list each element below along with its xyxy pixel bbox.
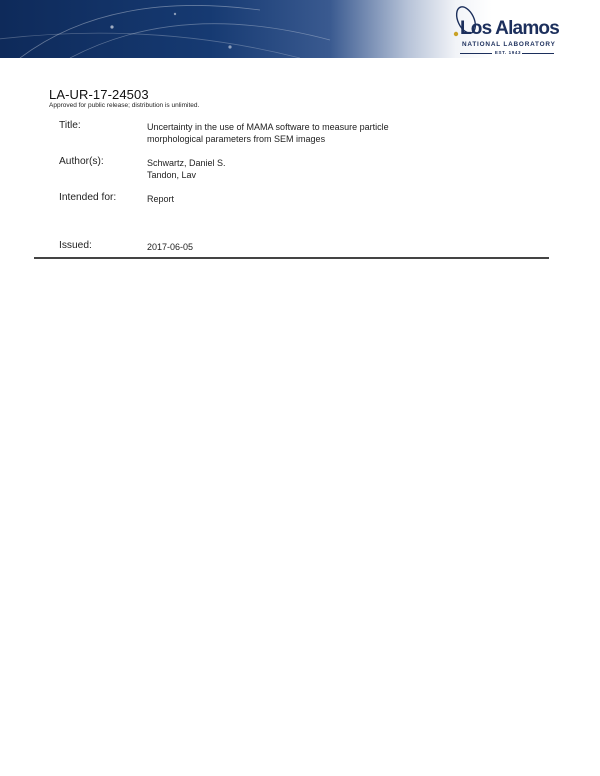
title-label: Title: (59, 120, 81, 131)
authors-value (147, 157, 226, 181)
intended-for-label: Intended for: (59, 192, 117, 203)
authors-label: Author(s): (59, 156, 104, 167)
issued-label: Issued: (59, 240, 92, 251)
logo-established: EST. 1943 (494, 50, 522, 55)
lanl-logo (440, 4, 590, 56)
logo-rule-right (522, 53, 554, 54)
logo-name: Los Alamos (460, 18, 559, 39)
intended-for-value (147, 193, 174, 205)
title-line: Uncertainty in the use of MAMA software to measure particle (147, 122, 389, 132)
intended-for-text: Report (147, 194, 175, 204)
author-name: Schwartz, Daniel S. (147, 158, 226, 168)
report-number: LA-UR-17-24503 (49, 87, 149, 102)
author-name: Tandon, Lav (147, 170, 197, 180)
title-value (147, 121, 389, 145)
release-note: Approved for public release; distribution is unlimited. (49, 102, 200, 109)
section-divider (34, 257, 549, 259)
issued-date: 2017-06-05 (147, 242, 194, 252)
title-line: morphological parameters from SEM images (147, 134, 326, 144)
logo-subtitle: NATIONAL LABORATORY (462, 41, 556, 48)
header-banner (0, 0, 600, 58)
issued-value (147, 241, 193, 253)
